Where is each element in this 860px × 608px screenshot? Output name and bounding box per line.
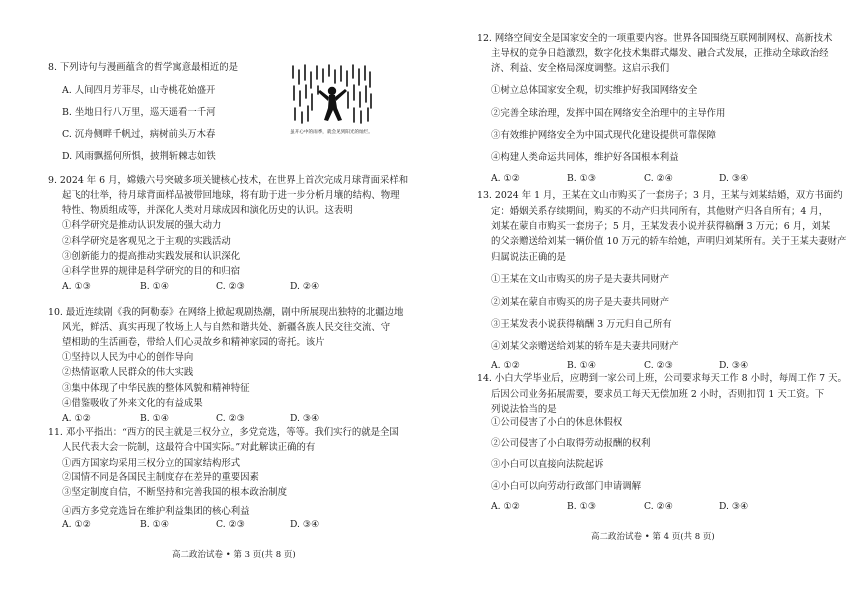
q10-item-1: ①坚持以人民为中心的创作导向: [62, 352, 194, 363]
q10-item-3: ③集中体现了中华民族的整体风貌和精神特征: [62, 383, 250, 394]
q13-line-5: 归属说法正确的是: [491, 252, 567, 263]
q11-item-1: ①西方国家均采用三权分立的国家结构形式: [62, 458, 241, 469]
q9-choice-a: A. ①③: [62, 281, 91, 292]
q12-item-4: ④构建人类命运共同体，维护好各国根本利益: [491, 152, 679, 163]
q9-choice-c: C. ②③: [216, 281, 246, 292]
q11-choice-b: B. ①④: [140, 519, 170, 530]
q11-line-1: 11. 邓小平指出：“西方的民主就是三权分立，多党竞选，等等。我们实行的就是全国: [48, 427, 399, 438]
q12-item-1: ①树立总体国家安全观，切实维护好我国网络安全: [491, 85, 698, 96]
q13-choice-a: A. ①②: [491, 360, 520, 371]
q14-item-1: ①公司侵害了小白的休息休假权: [491, 417, 623, 428]
q13-item-4: ④刘某父亲赠送给刘某的轿车是夫妻共同财产: [491, 341, 679, 352]
q12-choice-c: C. ②④: [644, 173, 674, 184]
q8-option-d: D. 风雨飘摇何所惧，披荆斩棘志如铁: [62, 151, 216, 162]
q11-item-4: ④西方多党竞选旨在维护利益集团的核心利益: [62, 506, 250, 517]
q13-item-2: ②刘某在蒙自市购买的房子是夫妻共同财产: [491, 297, 670, 308]
q9-line-3: 特性、物质组成等，并深化人类对月球成因和演化历史的认识。这表明: [62, 205, 353, 216]
q10-choice-d: D. ③④: [290, 413, 320, 424]
q10-item-4: ④借鉴吸收了外来文化的有益成果: [62, 398, 203, 409]
q9-item-2: ②科学研究是客观见之于主观的实践活动: [62, 236, 231, 247]
q10-line-3: 望相助的生活画卷，带给人们心灵故乡和精神家园的寄托。该片: [62, 337, 325, 348]
q8-stem: 8. 下列诗句与漫画蕴含的哲学寓意最相近的是: [48, 62, 239, 73]
q10-line-1: 10. 最近连续剧《我的阿勒泰》在网络上掀起观剧热潮，剧中所展现出独特的北疆边地: [48, 307, 404, 318]
q13-choice-b: B. ①④: [567, 360, 597, 371]
q13-item-3: ③王某发表小说获得稿酬 3 万元归自己所有: [491, 319, 672, 330]
q14-choice-c: C. ②④: [644, 501, 674, 512]
q11-choice-a: A. ①②: [62, 519, 91, 530]
right-page-footer: 高二政治试卷 • 第 4 页(共 8 页): [591, 532, 715, 542]
q9-item-4: ④科学世界的规律是科学研究的目的和归宿: [62, 266, 241, 277]
q12-item-2: ②完善全球治理，发挥中国在网络安全治理中的主导作用: [491, 108, 726, 119]
q14-choice-b: B. ①③: [567, 501, 597, 512]
q14-item-2: ②公司侵害了小白取得劳动报酬的权利: [491, 438, 651, 449]
q9-choice-d: D. ②④: [290, 281, 320, 292]
q14-line-3: 列说法恰当的是: [491, 404, 557, 415]
q13-line-3: 刘某在蒙自市购买一套房子；5 月，王某发表小说并获得稿酬 3 万元；6 月，刘某: [491, 221, 831, 232]
q9-item-1: ①科学研究是推动认识发展的强大动力: [62, 220, 222, 231]
q14-line-1: 14. 小白大学毕业后，应聘到一家公司上班，公司要求每天工作 8 小时，每周工作 7 天。: [477, 373, 847, 384]
q12-choice-a: A. ①②: [491, 173, 520, 184]
q13-choice-d: D. ③④: [719, 360, 749, 371]
q14-choice-d: D. ③④: [719, 501, 749, 512]
q10-choice-a: A. ①②: [62, 413, 91, 424]
q13-line-4: 的父亲赠送给刘某一辆价值 10 万元的轿车给她，声明归刘某所有。关于王某夫妻财产: [491, 236, 847, 247]
q10-item-2: ②热情讴歌人民群众的伟大实践: [62, 367, 194, 378]
q12-choice-b: B. ①③: [567, 173, 597, 184]
q12-item-3: ③有效维护网络安全为中国式现代化建设提供可靠保障: [491, 130, 717, 141]
q11-item-3: ③坚定制度自信，不断坚持和完善我国的根本政治制度: [62, 487, 288, 498]
q11-item-2: ②国情不同是各国民主制度存在差异的重要因素: [62, 472, 259, 483]
q9-line-1: 9. 2024 年 6 月，嫦娥六号突破多项关键核心技术，在世界上首次完成月球背面采样和: [48, 175, 409, 186]
q11-line-2: 人民代表大会一院制，这最符合中国实际。”对此解读正确的有: [62, 442, 316, 453]
q10-line-2: 风光，鲜活、真实再现了牧场上人与自然和谐共处、新疆各族人民交往交流、守: [62, 322, 391, 333]
q10-choice-b: B. ①④: [140, 413, 170, 424]
q10-choice-c: C. ②③: [216, 413, 246, 424]
q13-choice-c: C. ②③: [644, 360, 674, 371]
q11-choice-d: D. ③④: [290, 519, 320, 530]
q9-line-2: 起飞的壮举，待月球背面样品被带回地球，将有助于进一步分析月壤的结构、物理: [62, 190, 400, 201]
q8-option-a: A. 人间四月芳菲尽，山寺桃花始盛开: [62, 85, 216, 96]
q8-cartoon-image: [290, 64, 373, 138]
q12-choice-d: D. ③④: [719, 173, 749, 184]
q12-line-2: 主导权的竞争日趋激烈，数字化技术集群式爆发、融合式发展，正推动全球政治经: [491, 48, 829, 59]
left-page-footer: 高二政治试卷 • 第 3 页(共 8 页): [172, 550, 296, 560]
q13-item-1: ①王某在文山市购买的房子是夫妻共同财产: [491, 274, 670, 285]
q12-line-3: 济、利益、安全格局深度调整。这启示我们: [491, 63, 670, 74]
q13-line-1: 13. 2024 年 1 月，王某在文山市购买了一套房子；3 月，王某与刘某结婚，双方书面约: [477, 190, 843, 201]
q8-cartoon-caption: 虽开心中的雨季，就会见到阳光的灿烂。: [290, 130, 373, 135]
q8-option-c: C. 沉舟侧畔千帆过，病树前头万木春: [62, 129, 216, 140]
q14-item-4: ④小白可以向劳动行政部门申请调解: [491, 481, 642, 492]
rain-cartoon-icon: [290, 64, 373, 138]
q14-line-2: 后因公司业务拓展需要，要求员工每天无偿加班 2 小时，否则扣罚 1 天工资。下: [491, 389, 825, 400]
q12-line-1: 12. 网络空间安全是国家安全的一项重要内容。世界各国围绕互联网制网权、高新技术: [477, 33, 833, 44]
q9-item-3: ③创新能力的提高推动实践发展和认识深化: [62, 251, 241, 262]
q8-option-b: B. 坐地日行八万里，巡天遥看一千河: [62, 107, 216, 118]
q9-choice-b: B. ①④: [140, 281, 170, 292]
q14-choice-a: A. ①②: [491, 501, 520, 512]
q11-choice-c: C. ②③: [216, 519, 246, 530]
q13-line-2: 定：婚姻关系存续期间，购买的不动产归共同所有，其他财产归各自所有；4 月，: [491, 206, 829, 217]
q14-item-3: ③小白可以直接向法院起诉: [491, 459, 604, 470]
